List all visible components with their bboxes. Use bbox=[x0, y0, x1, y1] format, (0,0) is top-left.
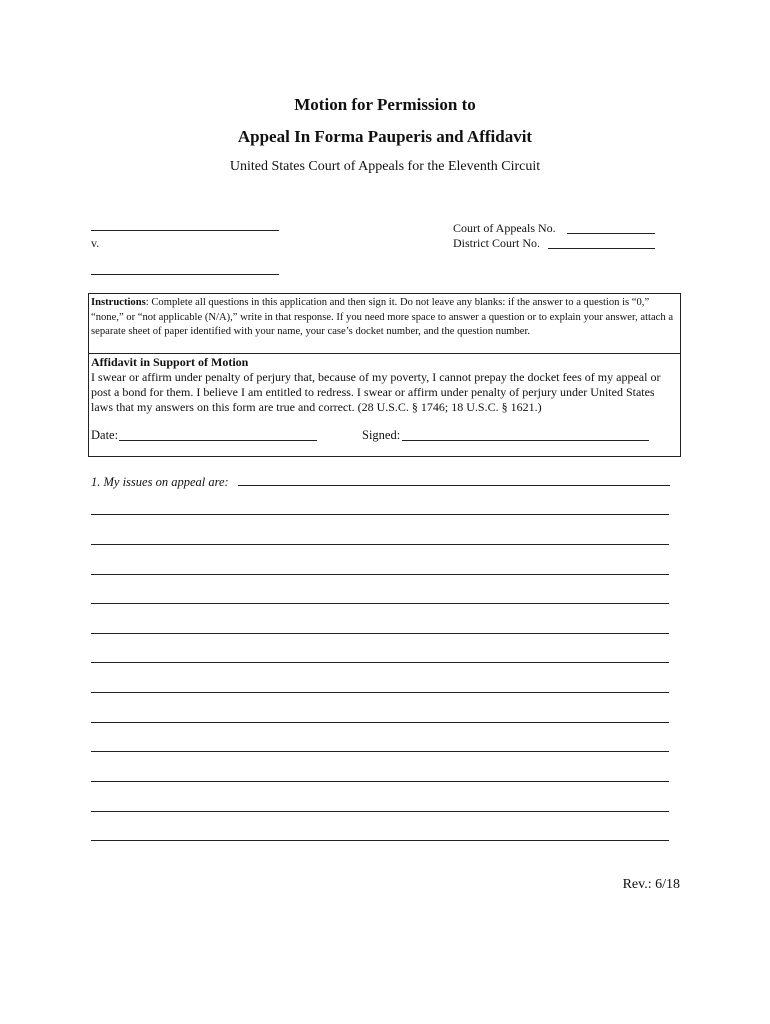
instructions-affidavit-box bbox=[88, 293, 681, 457]
box-divider bbox=[89, 353, 680, 354]
date-field[interactable] bbox=[119, 439, 317, 441]
answer-line[interactable] bbox=[91, 662, 669, 663]
answer-line[interactable] bbox=[91, 544, 669, 545]
versus-label: v. bbox=[91, 236, 100, 250]
answer-line[interactable] bbox=[91, 603, 669, 604]
page-title-line-1: Motion for Permission to bbox=[294, 95, 476, 114]
court-of-appeals-number-field[interactable] bbox=[567, 232, 655, 234]
district-court-label: District Court No. bbox=[453, 236, 540, 250]
revision-label: Rev.: 6/18 bbox=[622, 877, 680, 892]
answer-line[interactable] bbox=[91, 633, 669, 634]
appellee-name-field[interactable] bbox=[91, 273, 279, 275]
answer-line[interactable] bbox=[91, 574, 669, 575]
answer-line[interactable] bbox=[91, 692, 669, 693]
answer-line[interactable] bbox=[91, 722, 669, 723]
court-of-appeals-label: Court of Appeals No. bbox=[453, 221, 556, 235]
answer-line[interactable] bbox=[91, 751, 669, 752]
affidavit-section bbox=[91, 355, 679, 415]
district-court-number-field[interactable] bbox=[548, 247, 655, 249]
answer-line[interactable] bbox=[91, 811, 669, 812]
answer-line[interactable] bbox=[91, 840, 669, 841]
signed-label: Signed: bbox=[362, 428, 401, 442]
answer-line[interactable] bbox=[91, 514, 669, 515]
page-title-line-2: Appeal In Forma Pauperis and Affidavit bbox=[237, 127, 533, 146]
instructions-body: : Complete all questions in this application and then sign it. Do not leave any blanks: if the answer to a question is “0,” “none,” or “not applicable (N/A),” write in that response. If you need more space to answer a question or to explain your answer, attach a separate sheet of paper identified with your name, your case’s docket number, and the question number. bbox=[91, 297, 674, 337]
answer-line[interactable] bbox=[91, 781, 669, 782]
affidavit-heading: Affidavit in Support of Motion bbox=[91, 355, 249, 369]
question-1-label: 1. My issues on appeal are: bbox=[91, 475, 229, 489]
page-subtitle: United States Court of Appeals for the Eleventh Circuit bbox=[229, 159, 541, 174]
date-label: Date: bbox=[91, 428, 119, 442]
instructions-label: Instructions bbox=[91, 297, 146, 308]
instructions-text bbox=[91, 296, 679, 340]
question-1-answer-line[interactable] bbox=[238, 485, 670, 486]
appellant-name-field[interactable] bbox=[91, 229, 279, 231]
affidavit-body: I swear or affirm under penalty of perjury that, because of my poverty, I cannot prepay the docket fees of my appeal or post a bond for them. I believe I am entitled to redress. I swear or affirm under penalty of perjury under United States laws that my answers on this form are true and correct. (28 U.S.C. § 1746; 18 U.S.C. § 1621.) bbox=[91, 370, 661, 414]
signature-field[interactable] bbox=[402, 439, 649, 441]
